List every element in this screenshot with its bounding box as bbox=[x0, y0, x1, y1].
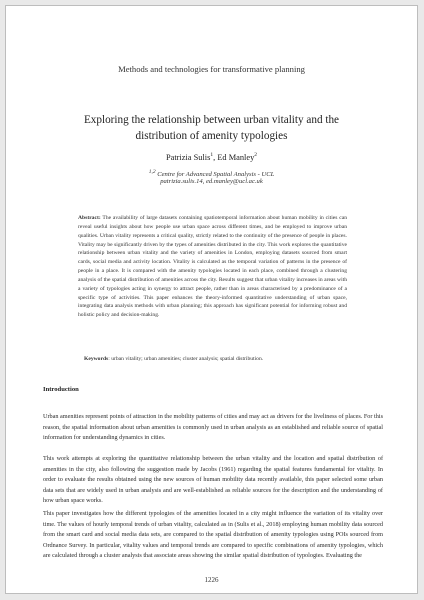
keywords bbox=[84, 356, 347, 362]
author-affil-mark: 1 bbox=[210, 152, 214, 158]
author-separator: , bbox=[213, 152, 218, 162]
body-paragraph: This paper investigates how the different typologies of the amenities located in a city might influence the variation of its vitality over time. The values of hourly temporal trends of urban vitality, calculated as in (Sulis et al., 2018) employing human mobility data sourced from the smart card and social media data sets, are compared to the spatial distribution of amenity typologies using POIs sourced from Ordnance Survey. In particular, vitality values and temporal trends are compared to specific combinations of amenity typologies, which are calculated through a cluster analysis that associate areas showing the similar spatial distribution of typologies. Evaluating the bbox=[43, 510, 383, 560]
affiliation-institution bbox=[6, 169, 417, 178]
keywords-text: : urban vitality; urban amenities; cluster analysis; spatial distribution. bbox=[108, 356, 264, 362]
section-heading: Introduction bbox=[43, 386, 79, 393]
author-name: Patrizia Sulis bbox=[165, 152, 211, 162]
author-name: Ed Manley bbox=[217, 152, 255, 162]
keywords-label: Keywords bbox=[84, 356, 109, 362]
affiliation-mark: 1,2 bbox=[148, 169, 156, 175]
institution-name: Centre for Advanced Spatial Analysis - UCL bbox=[157, 171, 275, 179]
abstract-text: The availability of large datasets containing spatiotemporal information about human mobility in cities can reveal useful insights about how people use urban space across different times, and be employed to improve urban qualities. Urban vitality represents a critical quality, strictly related to the continuity of the presence of people in places. Vitality may be significantly driven by the types of amenities distributed in the city. This work explores the quantitative relationship between urban vitality and the variety of amenities in London, employing datasets sourced from smart cards, social media and activity location. Vitality is calculated as the temporal variation of patterns in the presence of people in a place. It is compared with the amenity typologies located in each place, combined through a clustering analysis of the spatial distribution of amenities across the city. Results suggest that urban vitality increases in areas with a variety of typologies acting in synergy to attract people, rather than in areas characterised by a predominance of a specific type of activities. This paper enhances the theory-informed quantitative understanding of urban space, integrating data analysis methods with urban planning; this approach has significant potential for informing robust and holistic policy and decision-making. bbox=[78, 215, 347, 319]
body-paragraph: Urban amenities represent points of attraction in the mobility patterns of cities and may act as drivers for the liveliness of places. For this reason, the spatial information about urban amenities is commonly used in urban analysis as an established and reliable source of spatial information for understanding dynamics in cities. bbox=[43, 413, 383, 442]
affiliation-emails: patrizia.sulis.14, ed.manley@ucl.ac.uk bbox=[160, 178, 263, 185]
author-affil-mark: 2 bbox=[254, 152, 258, 158]
document-page bbox=[5, 5, 418, 594]
abstract bbox=[78, 214, 347, 320]
paper-title: Exploring the relationship between urban vitality and the distribution of amenity typologies bbox=[83, 114, 340, 142]
author-list bbox=[6, 152, 417, 162]
body-paragraph: This work attempts at exploring the quantitative relationship between the urban vitality and the location and spatial distribution of amenities in the city, also following the suggestion made by Jacobs (1961) regarding the spatial features fundamental for vitality. In order to evaluate the results obtained using the new sources of human mobility data recently available, this paper selected some urban data sets that are widely used in urban analysis and are well-established as reliable sources for the description and the understanding of how urban space works. bbox=[43, 455, 383, 505]
running-header: Methods and technologies for transformative planning bbox=[118, 64, 305, 74]
page-number: 1226 bbox=[204, 576, 219, 584]
abstract-label: Abstract: bbox=[78, 215, 101, 221]
